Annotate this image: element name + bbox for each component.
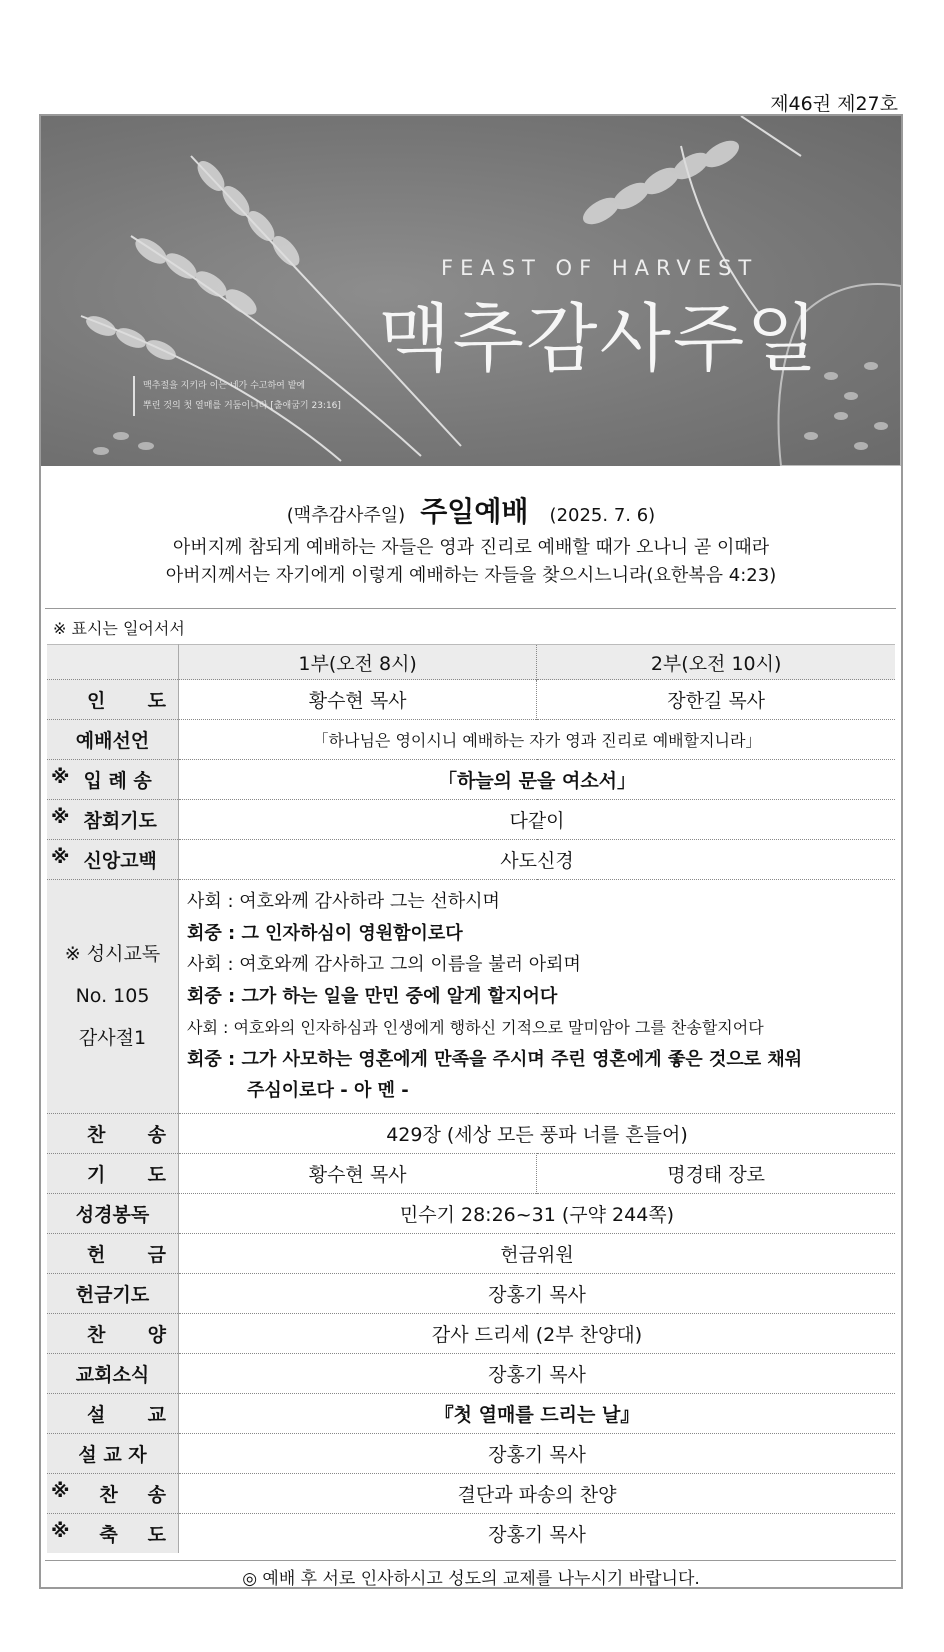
header-blank [47,645,179,680]
sermon-title: 『첫 열매를 드리는 날』 [179,1393,896,1433]
bulletin-frame [39,114,903,1589]
service-date: (2025. 7. 6) [549,505,656,526]
banner-verse-line: 맥추절을 지키라 이는 네가 수고하여 밭에 [143,381,306,391]
row-label: 인 도 [47,680,179,720]
table-row [47,760,895,800]
congregation-line: 회중 : 그가 하는 일을 만민 중에 알게 할지어다 [187,985,558,1007]
theme-verse-line: 아버지께 참되게 예배하는 자들은 영과 진리로 예배할 때가 오나니 곧 이때라 [172,537,770,558]
cell-first: 황수현 목사 [179,1153,537,1193]
congregation-line-continued: 주심이로다 - 아 멘 - [247,1080,409,1101]
row-label: ※ 입 례 송 [47,760,179,800]
cell-value: 429장 (세상 모든 풍파 너를 흔들어) [179,1113,896,1153]
column-first-service: 1부(오전 8시) [179,645,537,680]
banner-verse-line: 뿌린 것의 첫 열매를 거둠이니라 [출애굽기 23:16] [143,401,341,411]
service-header [41,490,901,530]
table-row [47,1393,895,1433]
responsive-reading [179,880,896,1114]
table-row [47,1273,895,1313]
table-row [47,1353,895,1393]
divider [45,608,896,609]
table-row [47,880,895,1114]
service-title: 주일예배 [420,495,529,528]
row-label: ※ 축 도 [47,1513,179,1553]
row-label: ※ 참회기도 [47,800,179,840]
cell-value: 장홍기 목사 [179,1433,896,1473]
order-of-worship [47,644,895,1553]
cell-value: 감사 드리세 (2부 찬양대) [179,1313,896,1353]
row-label: 설 교 [47,1393,179,1433]
row-label: 찬 양 [47,1313,179,1353]
banner-title: 맥추감사주일 [379,296,820,382]
cell-value: 결단과 파송의 찬양 [179,1473,896,1513]
harvest-banner [41,116,901,466]
footer-note: ◎ 예배 후 서로 인사하시고 성도의 교제를 나누시기 바랍니다. [242,1569,700,1589]
table-row [47,680,895,720]
cell-first: 황수현 목사 [179,680,537,720]
row-label: ※ 성시교독 No. 105 감사절1 [47,880,179,1114]
leader-line: 사회 : 여호와께 감사하고 그의 이름을 불러 아뢰며 [187,954,581,975]
row-label: 헌금기도 [47,1273,179,1313]
table-row [47,1513,895,1553]
row-label: 찬 송 [47,1113,179,1153]
banner-verse [133,376,341,416]
cell-value: 「하늘의 문을 여소서」 [179,760,896,800]
theme-verse-line: 아버지께서는 자기에게 이렇게 예배하는 자들을 찾으시느니라(요한복음 4:23) [165,565,777,586]
table-row [47,1113,895,1153]
standing-note: ※ 표시는 일어서서 [53,619,185,638]
column-second-service: 2부(오전 10시) [537,645,895,680]
leader-line: 사회 : 여호와께 감사하라 그는 선하시며 [187,891,500,912]
cell-value: 장홍기 목사 [179,1273,896,1313]
service-occasion: (맥추감사주일) [286,505,406,526]
cell-value: 헌금위원 [179,1233,896,1273]
table-row [47,1433,895,1473]
cell-value: 장홍기 목사 [179,1513,896,1553]
table-row [47,1473,895,1513]
row-label: 교회소식 [47,1353,179,1393]
row-label: 헌 금 [47,1233,179,1273]
divider [45,1560,896,1561]
banner-subtitle: FEAST OF HARVEST [441,256,759,280]
cell-value: 「하나님은 영이시니 예배하는 자가 영과 진리로 예배할지니라」 [179,720,896,760]
table-row [47,1233,895,1273]
table-row [47,800,895,840]
theme-verse [41,534,901,590]
table-row [47,720,895,760]
table-header-row [47,645,895,680]
table-row [47,840,895,880]
table-row [47,1193,895,1233]
table-row [47,1313,895,1353]
congregation-line: 회중 : 그가 사모하는 영혼에게 만족을 주시며 주린 영혼에게 좋은 것으로 채워 [187,1048,803,1070]
leader-line: 사회 : 여호와의 인자하심과 인생에게 행하신 기적으로 말미암아 그를 찬송할지어다 [187,1018,764,1037]
row-label: 설 교 자 [47,1433,179,1473]
cell-value: 사도신경 [179,840,896,880]
row-label: 성경봉독 [47,1193,179,1233]
congregation-line: 회중 : 그 인자하심이 영원함이로다 [187,922,463,944]
cell-second: 명경태 장로 [537,1153,895,1193]
cell-second: 장한길 목사 [537,680,895,720]
row-label: 기 도 [47,1153,179,1193]
cell-value: 다같이 [179,800,896,840]
issue-number: 제46권 제27호 [770,93,898,115]
table-row [47,1153,895,1193]
row-label: ※ 찬 송 [47,1473,179,1513]
row-label: ※ 신앙고백 [47,840,179,880]
row-label: 예배선언 [47,720,179,760]
cell-value: 장홍기 목사 [179,1353,896,1393]
cell-value: 민수기 28:26~31 (구약 244쪽) [179,1193,896,1233]
